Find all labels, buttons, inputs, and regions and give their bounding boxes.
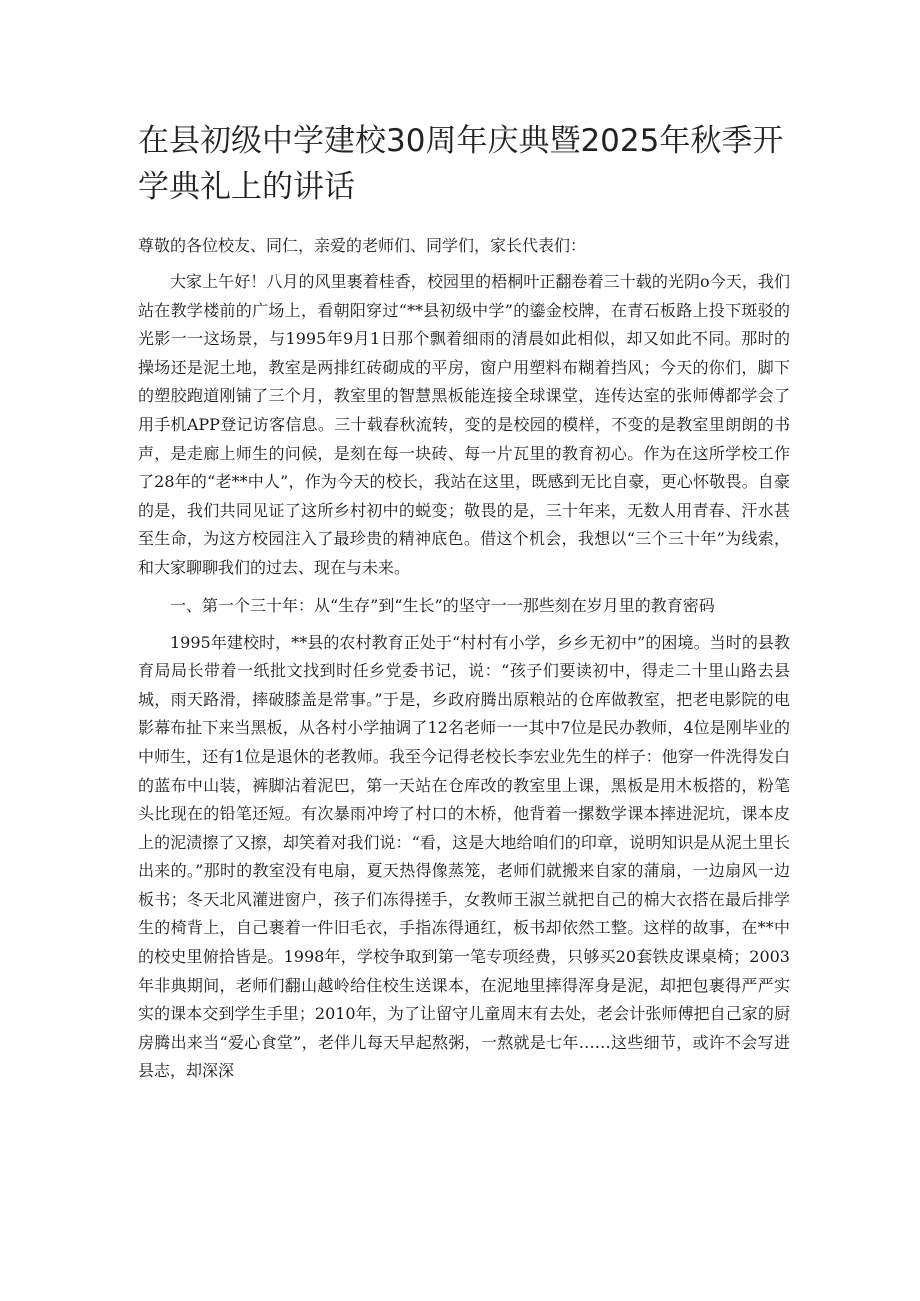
document-page [138, 118, 790, 1095]
salutation: 尊敬的各位校友、同仁，亲爱的老师们、同学们，家长代表们： [138, 236, 587, 255]
document-title: 在县初级中学建校30周年庆典暨2025年秋季开学典礼上的讲话 [138, 123, 784, 205]
paragraph-opening: 大家上午好！八月的风里裹着桂香，校园里的梧桐叶正翻卷着三十载的光阴o今天，我们站在教学楼前的广场上，看朝阳穿过“**县初级中学”的鎏金校牌，在青石板路上投下斑驳的光影一一这场景，与1995年9月1日那个飘着细雨的清晨如此相似，却又如此不同。那时的操场还是泥土地，教室是两排红砖砌成的平房，窗户用塑料布糊着挡风；今天的你们，脚下的塑胶跑道刚铺了三个月，教室里的智慧黑板能连接全球课堂，连传达室的张师傅都学会了用手机APP登记访客信息。三十载春秋流转，变的是校园的模样，不变的是教室里朗朗的书声，是走廊上师生的问候，是刻在每一块砖、每一片瓦里的教育初心。作为在这所学校工作了28年的“老**中人”，作为今天的校长，我站在这里，既感到无比自豪，更心怀敬畏。自豪的是，我们共同见证了这所乡村初中的蜕变；敬畏的是，三十年来，无数人用青春、汗水甚至生命，为这方校园注入了最珍贵的精神底色。借这个机会，我想以“三个三十年”为线索，和大家聊聊我们的过去、现在与未来。 [138, 272, 790, 577]
paragraph-section-1: 1995年建校时，**县的农村教育正处于“村村有小学，乡乡无初中”的困境。当时的县教育局局长带着一纸批文找到时任乡党委书记，说：“孩子们要读初中，得走二十里山路去县城，雨天路滑，摔破膝盖是常事。”于是，乡政府腾出原粮站的仓库做教室，把老电影院的电影幕布扯下来当黑板，从各村小学抽调了12名老师一一其中7位是民办教师，4位是刚毕业的中师生，还有1位是退休的老教师。我至今记得老校长李宏业先生的样子：他穿一件洗得发白的蓝布中山装，裤脚沾着泥巴，第一天站在仓库改的教室里上课，黑板是用木板搭的，粉笔头比现在的铅笔还短。有次暴雨冲垮了村口的木桥，他背着一摞数学课本摔进泥坑，课本皮上的泥渍擦了又擦，却笑着对我们说：“看，这是大地给咱们的印章，说明知识是从泥土里长出来的。”那时的教室没有电扇，夏天热得像蒸笼，老师们就搬来自家的蒲扇，一边扇风一边板书；冬天北风灌进窗户，孩子们冻得搓手，女教师王淑兰就把自己的棉大衣搭在最后排学生的椅背上，自己裹着一件旧毛衣，手指冻得通红，板书却依然工整。这样的故事，在**中的校史里俯拾皆是。1998年，学校争取到第一笔专项经费，只够买20套铁皮课桌椅；2003年非典期间，老师们翻山越岭给住校生送课本，在泥地里摔得浑身是泥，却把包裹得严严实实的课本交到学生手里；2010年，为了让留守儿童周末有去处，老会计张师傅把自己家的厨房腾出来当“爱心食堂”，老伴儿每天早起熬粥，一熬就是七年……这些细节，或许不会写进县志，却深深 [138, 632, 790, 1081]
section-heading-1: 一、第一个三十年：从“生存”到“生长”的坚守一一那些刻在岁月里的教育密码 [170, 595, 715, 615]
